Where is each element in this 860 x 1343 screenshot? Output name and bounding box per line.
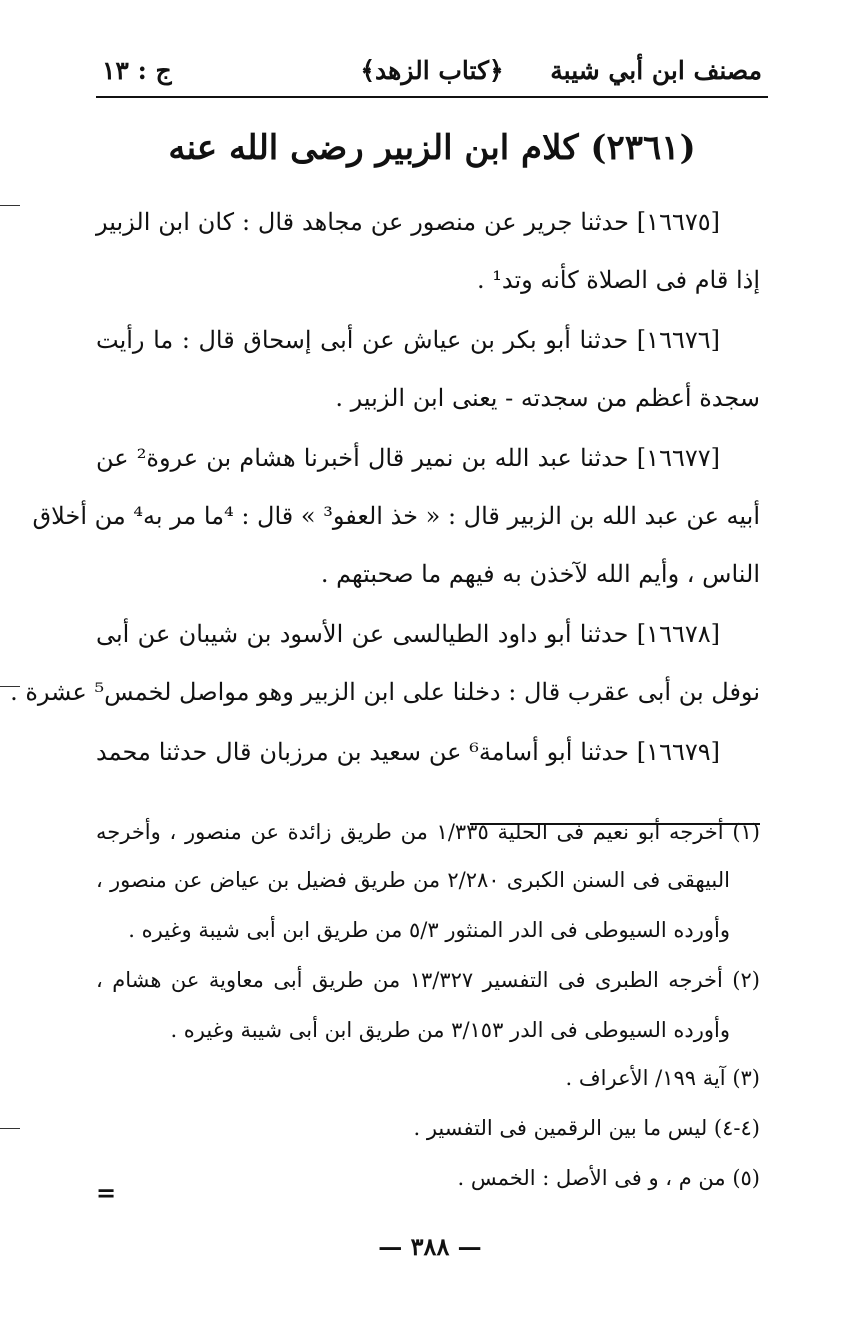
body-line: الناس ، وأيم الله لآخذن به فيهم ما صحبتهم . (320, 560, 760, 588)
margin-mark (0, 1128, 20, 1129)
section-title: ﴿كتاب الزهد﴾ (360, 56, 504, 85)
body-line: إذا قام فى الصلاة كأنه وتد¹ . (476, 266, 760, 294)
continuation-mark: = (96, 1178, 117, 1207)
body-line: [١٦٦٧٧] حدثنا عبد الله بن نمير قال أخبرنا هشام بن عروة² عن (96, 444, 720, 472)
margin-mark (0, 686, 20, 687)
footnote-line: وأورده السيوطى فى الدر المنثور ٥/٣ من طريق ابن أبى شيبة وغيره . (128, 918, 730, 942)
running-header (96, 52, 768, 98)
footnote-line: (٥) من م ، و فى الأصل : الخمس . (457, 1166, 760, 1190)
body-line: سجدة أعظم من سجدته - يعنى ابن الزبير . (335, 384, 760, 412)
body-line: [١٦٦٧٩] حدثنا أبو أسامة⁶ عن سعيد بن مرزبان قال حدثنا محمد (96, 738, 720, 766)
body-line: [١٦٦٧٦] حدثنا أبو بكر بن عياش عن أبى إسحاق قال : ما رأيت (96, 326, 720, 354)
chapter-heading: (٢٣٦١) كلام ابن الزبير رضى الله عنه (168, 128, 696, 168)
body-line: أبيه عن عبد الله بن الزبير قال : « خذ العفو³ » قال : ⁴ما مر به⁴ من أخلاق (32, 502, 760, 530)
footnote-line: (٤-٤) ليس ما بين الرقمين فى التفسير . (413, 1116, 760, 1140)
body-line: [١٦٦٧٥] حدثنا جرير عن منصور عن مجاهد قال : كان ابن الزبير (96, 208, 720, 236)
book-title: مصنف ابن أبي شيبة (550, 56, 762, 85)
footnote-line: البيهقى فى السنن الكبرى ٢/٢٨٠ من طريق فضيل بن عياض عن منصور ، (96, 868, 730, 892)
body-line: نوفل بن أبى عقرب قال : دخلنا على ابن الزبير وهو مواصل لخمس⁵ عشرة . (10, 678, 760, 706)
volume-number: ج : ١٣ (102, 56, 172, 85)
page-number: — ٣٨٨ — (378, 1232, 482, 1261)
margin-mark (0, 205, 20, 206)
footnote-line: وأورده السيوطى فى الدر ٣/١٥٣ من طريق ابن أبى شيبة وغيره . (170, 1018, 730, 1042)
body-line: [١٦٦٧٨] حدثنا أبو داود الطيالسى عن الأسود بن شيبان عن أبى (96, 620, 720, 648)
footnote-line: (١) أخرجه أبو نعيم فى الحلية ١/٣٣٥ من طريق زائدة عن منصور ، وأخرجه (96, 820, 760, 844)
footnote-line: (٢) أخرجه الطبرى فى التفسير ١٣/٣٢٧ من طريق أبى معاوية عن هشام ، (96, 968, 760, 992)
footnote-line: (٣) آية ١٩٩/ الأعراف . (565, 1066, 760, 1090)
